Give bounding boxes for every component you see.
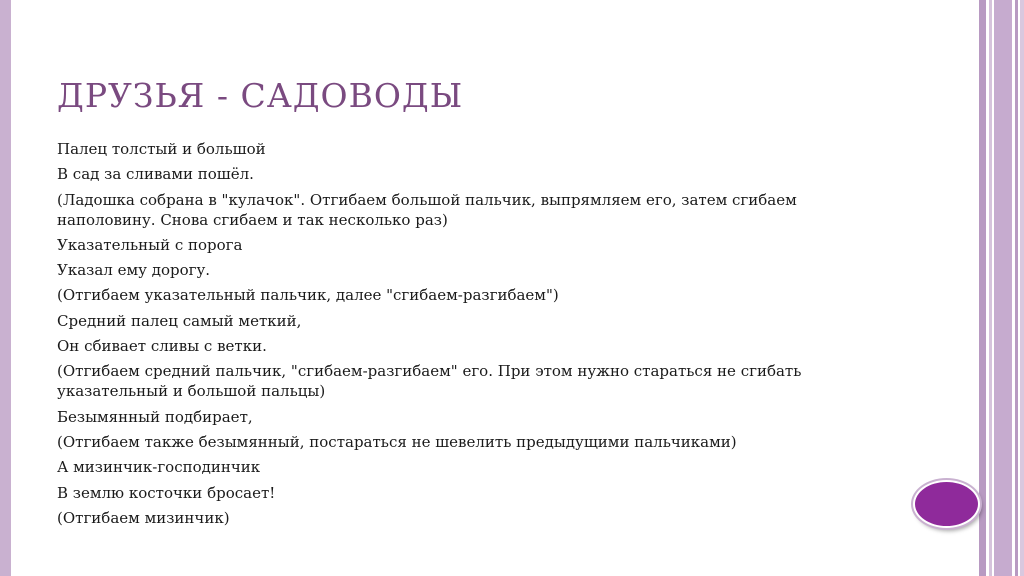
text-line: А мизинчик-господинчик: [57, 458, 261, 477]
text-line: Средний палец самый меткий,: [57, 311, 302, 330]
text-line: (Отгибаем указательный пальчик, далее "сгибаем-разгибаем"): [57, 286, 559, 305]
slide-body: [57, 139, 877, 533]
text-line: Он сбивает сливы с ветки.: [57, 337, 267, 356]
right-stripe: [1015, 0, 1018, 576]
right-stripe: [979, 0, 986, 576]
text-line: (Отгибаем средний пальчик, "сгибаем-разгибаем" его. При этом нужно стараться не сгибать указательный и большой пальцы): [57, 362, 802, 401]
left-decorative-stripe: [0, 0, 11, 576]
navigation-circle-button[interactable]: [913, 480, 980, 528]
text-line: В сад за сливами пошёл.: [57, 165, 254, 184]
right-decorative-stripes: [979, 0, 1024, 576]
right-stripe: [994, 0, 1012, 576]
text-line: В землю косточки бросает!: [57, 483, 276, 502]
right-stripe: [989, 0, 992, 576]
text-line: (Отгибаем мизинчик): [57, 508, 230, 527]
text-line: (Отгибаем также безымянный, постараться не шевелить предыдущими пальчиками): [57, 432, 737, 451]
text-line: Указал ему дорогу.: [57, 261, 211, 280]
text-line: Безымянный подбирает,: [57, 407, 253, 426]
text-line: Палец толстый и большой: [57, 140, 266, 158]
right-stripe: [1020, 0, 1024, 576]
text-line: Указательный с порога: [57, 235, 243, 254]
text-line: (Ладошка собрана в "кулачок". Отгибаем большой пальчик, выпрямляем его, затем сгибаем наполовину. Снова сгибаем и так несколько раз): [57, 190, 797, 229]
slide-title: ДРУЗЬЯ - САДОВОДЫ: [57, 76, 464, 115]
